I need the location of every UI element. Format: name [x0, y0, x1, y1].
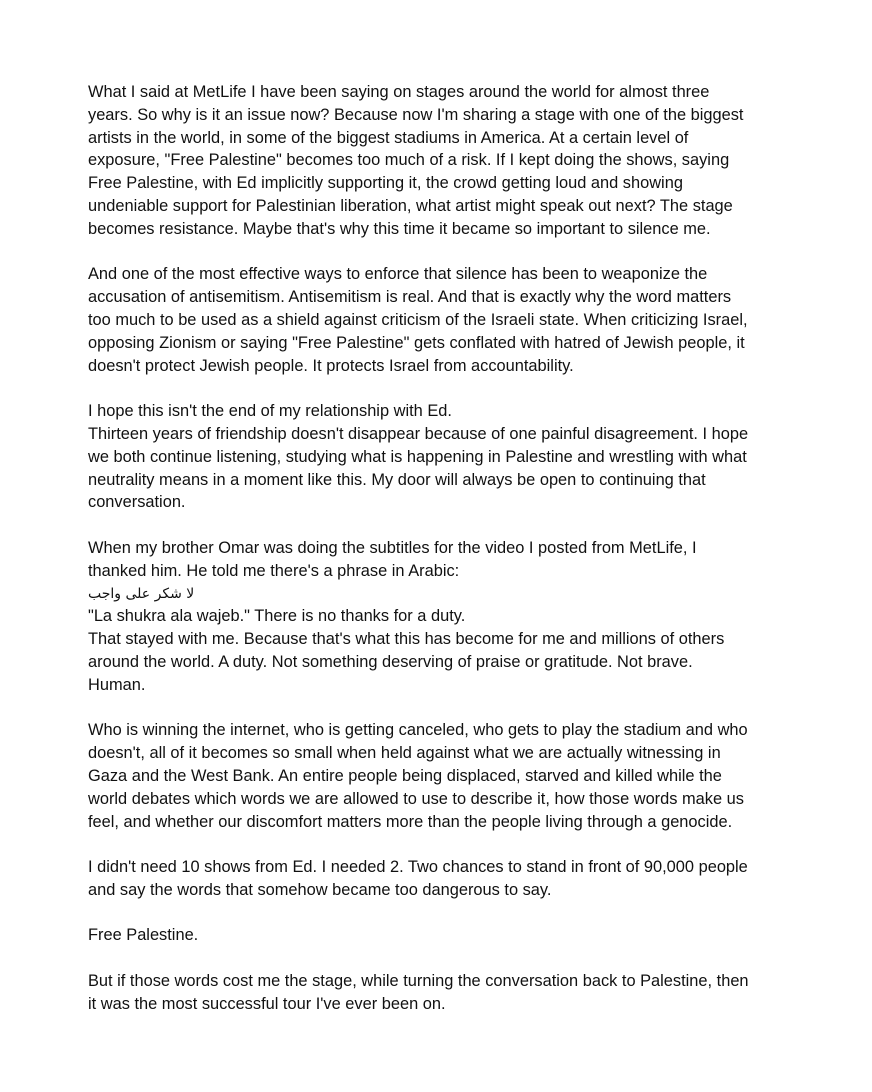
text-line: Gaza and the West Bank. An entire people being displaced, starved and killed while the	[88, 766, 722, 785]
paragraph-free-palestine	[88, 924, 793, 947]
text-line: feel, and whether our discomfort matters more than the people living through a genocide.	[88, 812, 733, 831]
text-line: And one of the most effective ways to enforce that silence has been to weaponize the	[88, 265, 708, 284]
text-line: Free Palestine.	[88, 926, 199, 945]
text-line: doesn't protect Jewish people. It protects Israel from accountability.	[88, 356, 574, 375]
paragraph-antisemitism	[88, 263, 793, 377]
text-line: What I said at MetLife I have been saying on stages around the world for almost three	[88, 83, 710, 101]
text-line: Free Palestine, with Ed implicitly supporting it, the crowd getting loud and showing	[88, 174, 683, 193]
text-line: thanked him. He told me there's a phrase in Arabic:	[88, 561, 460, 580]
text-line: But if those words cost me the stage, while turning the conversation back to Palestine, then	[88, 972, 749, 991]
arabic-phrase: لا شكر على واجب	[88, 585, 195, 602]
text-line: opposing Zionism or saying "Free Palestine" gets conflated with hatred of Jewish people, it	[88, 333, 745, 352]
text-line: I hope this isn't the end of my relationship with Ed.	[88, 402, 452, 421]
text-line: Human.	[88, 675, 146, 694]
paragraph-closing	[88, 970, 793, 1016]
paragraph-gaza	[88, 719, 793, 833]
text-line: I didn't need 10 shows from Ed. I needed 2. Two chances to stand in front of 90,000 people	[88, 858, 748, 877]
text-line: accusation of antisemitism. Antisemitism is real. And that is exactly why the word matters	[88, 288, 732, 307]
paragraph-shows	[88, 856, 793, 902]
text-line: neutrality means in a moment like this. My door will always be open to continuing that	[88, 470, 706, 489]
text-line: Who is winning the internet, who is getting canceled, who gets to play the stadium and who	[88, 721, 748, 740]
text-line: world debates which words we are allowed to use to describe it, how those words make us	[88, 789, 744, 808]
paragraph-duty	[88, 537, 793, 697]
text-line: years. So why is it an issue now? Because now I'm sharing a stage with one of the biggest	[88, 105, 744, 124]
text-line: undeniable support for Palestinian liberation, what artist might speak out next? The stage	[88, 196, 733, 215]
text-line: we both continue listening, studying what is happening in Palestine and wrestling with what	[88, 447, 747, 466]
text-line: exposure, "Free Palestine" becomes too much of a risk. If I kept doing the shows, saying	[88, 151, 730, 170]
text-line: conversation.	[88, 493, 186, 512]
text-line: becomes resistance. Maybe that's why this time it became so important to silence me.	[88, 219, 711, 238]
document-body	[88, 81, 793, 1038]
text-line: That stayed with me. Because that's what this has become for me and millions of others	[88, 630, 725, 649]
text-line: it was the most successful tour I've ever been on.	[88, 994, 446, 1013]
text-line: "La shukra ala wajeb." There is no thanks for a duty.	[88, 607, 466, 626]
text-line: around the world. A duty. Not something deserving of praise or gratitude. Not brave.	[88, 652, 693, 671]
text-line: When my brother Omar was doing the subtitles for the video I posted from MetLife, I	[88, 538, 697, 557]
paragraph-metlife	[88, 81, 793, 241]
text-line: artists in the world, in some of the biggest stadiums in America. At a certain level of	[88, 128, 689, 147]
text-line: and say the words that somehow became too dangerous to say.	[88, 880, 552, 899]
paragraph-relationship	[88, 400, 793, 514]
text-line: Thirteen years of friendship doesn't disappear because of one painful disagreement. I hope	[88, 424, 749, 443]
text-line: too much to be used as a shield against criticism of the Israeli state. When criticizing Israel,	[88, 310, 748, 329]
text-line: doesn't, all of it becomes so small when held against what we are actually witnessing in	[88, 744, 721, 763]
